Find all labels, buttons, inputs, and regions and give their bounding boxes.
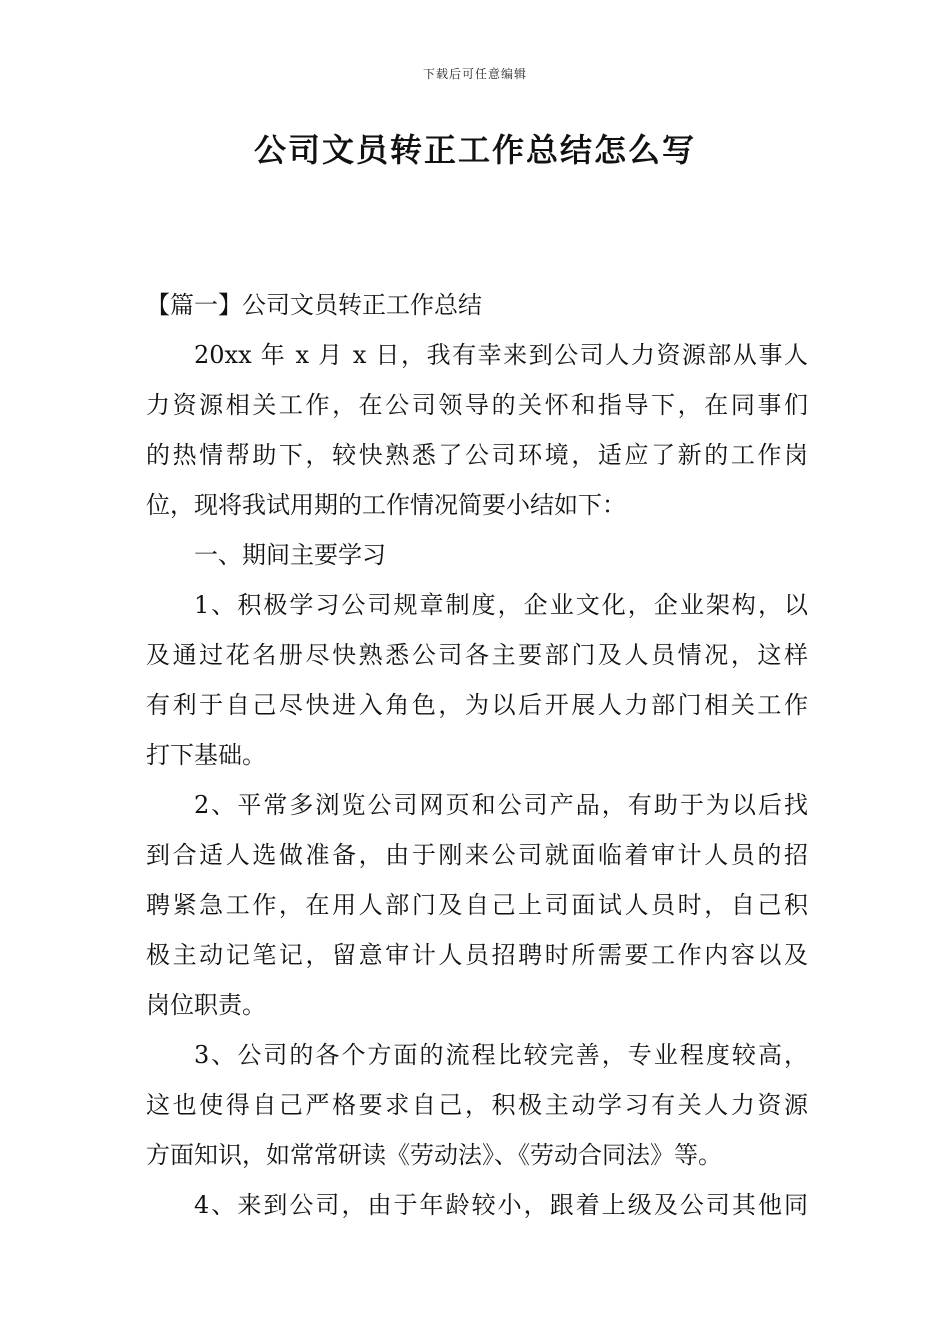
text-line: 的热情帮助下，较快熟悉了公司环境，适应了新的工作岗 [146,441,808,469]
text-line: 【篇一】公司文员转正工作总结 [146,291,482,319]
text-line: 4、来到公司，由于年龄较小，跟着上级及公司其他同 [194,1191,808,1219]
text-line: 岗位职责。 [146,991,266,1019]
text-line: 力资源相关工作，在公司领导的关怀和指导下，在同事们 [146,391,808,419]
text-line: 这也使得自己严格要求自己，积极主动学习有关人力资源 [146,1091,808,1119]
text-line: 极主动记笔记，留意审计人员招聘时所需要工作内容以及 [146,941,808,969]
document-title: 公司文员转正工作总结怎么写 [253,131,696,169]
text-line: 方面知识，如常常研读《劳动法》、《劳动合同法》等。 [146,1141,722,1169]
text-line: 20xx 年 x 月 x 日，我有幸来到公司人力资源部从事人 [194,341,808,369]
text-line: 及通过花名册尽快熟悉公司各主要部门及人员情况，这样 [146,641,808,669]
document-body [146,280,808,1230]
text-line: 位，现将我试用期的工作情况简要小结如下： [146,491,626,519]
text-line: 一、期间主要学习 [194,541,386,569]
header-note: 下载后可任意编辑 [422,67,527,81]
text-line: 2、平常多浏览公司网页和公司产品，有助于为以后找 [194,791,808,819]
text-line: 1、积极学习公司规章制度，企业文化，企业架构，以 [194,591,808,619]
text-line: 有利于自己尽快进入角色，为以后开展人力部门相关工作 [146,691,808,719]
text-line: 3、公司的各个方面的流程比较完善，专业程度较高， [194,1041,808,1069]
text-line: 到合适人选做准备，由于刚来公司就面临着审计人员的招 [146,841,808,869]
text-line: 打下基础。 [146,741,266,769]
text-line: 聘紧急工作，在用人部门及自己上司面试人员时，自己积 [146,891,808,919]
